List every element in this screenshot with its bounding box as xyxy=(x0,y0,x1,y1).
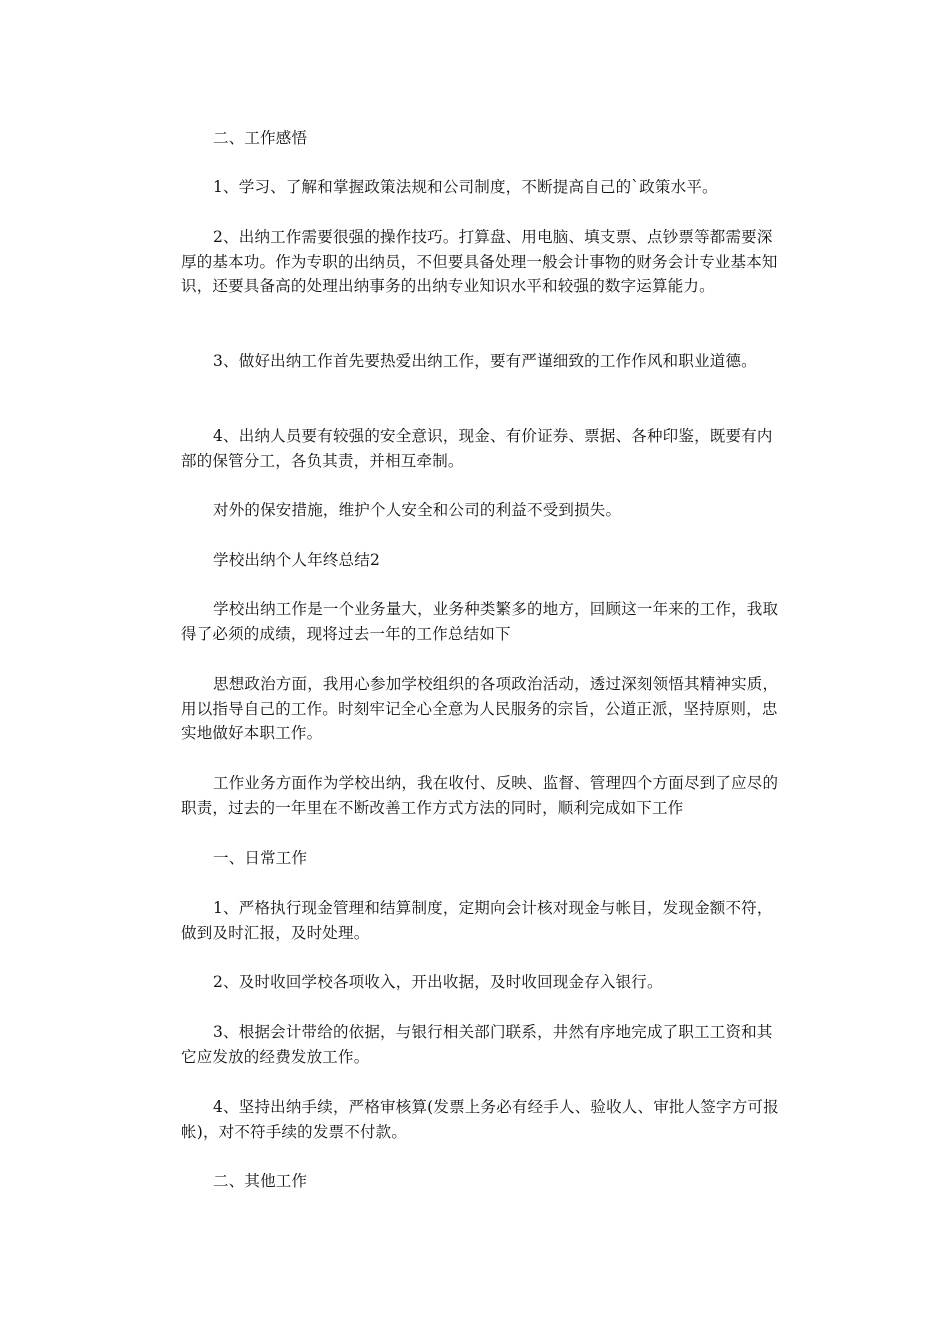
paragraph-insight-2: 2、出纳工作需要很强的操作技巧。打算盘、用电脑、填支票、点钞票等都需要深厚的基本功。作为专职的出纳员，不但要具备处理一般会计事物的财务会计专业基本知识，还要具备高的处理出纳事务的出纳专业知识水平和较强的数字运算能力。 xyxy=(181,228,778,295)
paragraph-daily-2: 2、及时收回学校各项收入，开出收据，及时收回现金存入银行。 xyxy=(213,973,663,991)
section-heading-other-work: 二、其他工作 xyxy=(213,1172,308,1190)
paragraph-insight-3: 3、做好出纳工作首先要热爱出纳工作，要有严谨细致的工作作风和职业道德。 xyxy=(213,352,757,370)
section-heading-daily-work: 一、日常工作 xyxy=(213,849,308,867)
paragraph-daily-1: 1、严格执行现金管理和结算制度，定期向会计核对现金与帐目，发现金额不符，做到及时汇报，及时处理。 xyxy=(181,899,773,942)
section-title-summary-2: 学校出纳个人年终总结2 xyxy=(213,551,381,569)
paragraph-security-measures: 对外的保安措施，维护个人安全和公司的利益不受到损失。 xyxy=(213,501,622,519)
paragraph-summary-intro: 学校出纳工作是一个业务量大，业务种类繁多的地方，回顾这一年来的工作，我取得了必须的成绩，现将过去一年的工作总结如下 xyxy=(181,600,779,643)
section-heading-work-insights: 二、工作感悟 xyxy=(213,129,308,147)
paragraph-daily-4: 4、坚持出纳手续，严格审核算(发票上务必有经手人、验收人、审批人签字方可报帐)，对不符手续的发票不付款。 xyxy=(181,1098,779,1141)
paragraph-political-thought: 思想政治方面，我用心参加学校组织的各项政治活动，透过深刻领悟其精神实质，用以指导自己的工作。时刻牢记全心全意为人民服务的宗旨，公道正派，坚持原则，忠实地做好本职工作。 xyxy=(181,675,779,742)
paragraph-daily-3: 3、根据会计带给的依据，与银行相关部门联系，井然有序地完成了职工工资和其它应发放的经费发放工作。 xyxy=(181,1023,773,1066)
paragraph-insight-1: 1、学习、了解和掌握政策法规和公司制度，不断提高自己的`政策水平。 xyxy=(213,178,718,196)
paragraph-insight-4: 4、出纳人员要有较强的安全意识，现金、有价证券、票据、各种印鉴，既要有内部的保管分工，各负其责，并相互牵制。 xyxy=(181,427,773,470)
paragraph-work-business: 工作业务方面作为学校出纳，我在收付、反映、监督、管理四个方面尽到了应尽的职责，过去的一年里在不断改善工作方式方法的同时，顺利完成如下工作 xyxy=(181,774,779,817)
